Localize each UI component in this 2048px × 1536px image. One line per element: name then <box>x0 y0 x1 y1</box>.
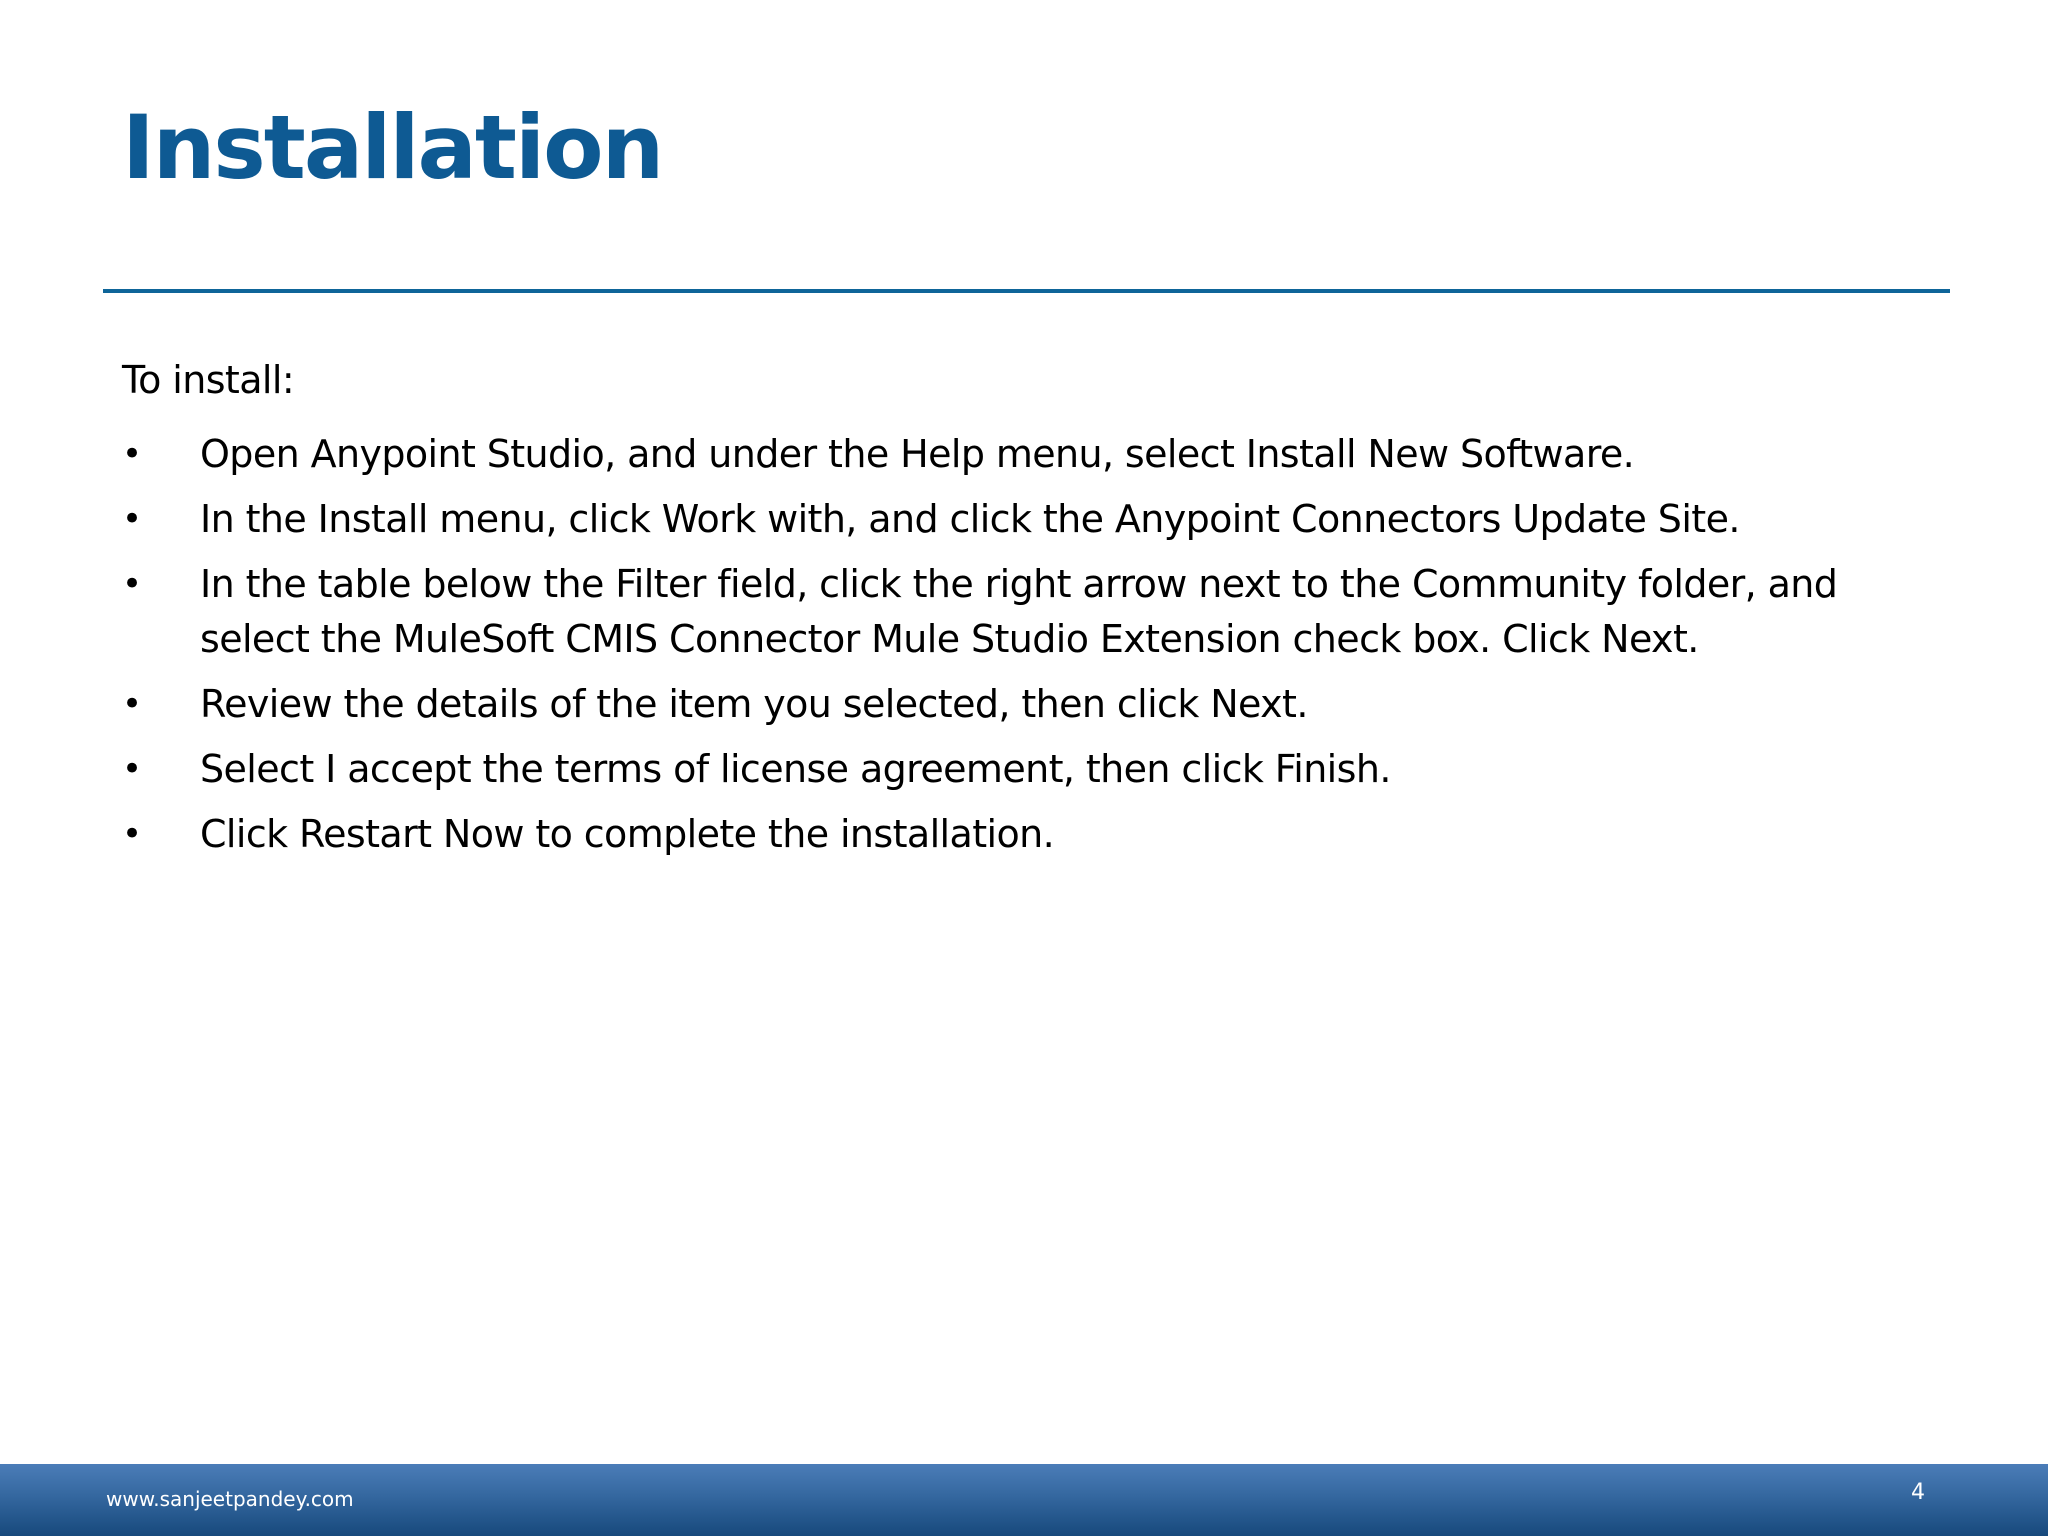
step-text: Select I accept the terms of license agreement, then click Finish. <box>200 747 1391 791</box>
slide-title: Installation <box>122 96 663 199</box>
steps-list <box>122 427 1922 862</box>
list-item <box>122 427 1922 482</box>
step-text: Open Anypoint Studio, and under the Help menu, select Install New Software. <box>200 432 1635 476</box>
page-number: 4 <box>1911 1480 1925 1505</box>
title-divider <box>103 289 1950 293</box>
bullet-icon: • <box>122 684 142 724</box>
bullet-icon: • <box>122 564 142 604</box>
bullet-icon: • <box>122 434 142 474</box>
step-text: In the Install menu, click Work with, and click the Anypoint Connectors Update Site. <box>200 497 1740 541</box>
slide-body <box>122 352 1922 872</box>
step-text: Click Restart Now to complete the installation. <box>200 812 1055 856</box>
list-item <box>122 807 1922 862</box>
bullet-icon: • <box>122 749 142 789</box>
list-item <box>122 677 1922 732</box>
step-text: Review the details of the item you selected, then click Next. <box>200 682 1308 726</box>
intro-text: To install: <box>122 358 295 402</box>
list-item <box>122 557 1922 667</box>
footer-bar <box>0 1464 2048 1536</box>
step-text: In the table below the Filter field, click the right arrow next to the Community folder, and select the MuleSoft CMIS Connector Mule Studio Extension check box. Click Next. <box>200 562 1838 661</box>
bullet-icon: • <box>122 499 142 539</box>
list-item <box>122 492 1922 547</box>
footer-url: www.sanjeetpandey.com <box>106 1487 354 1511</box>
bullet-icon: • <box>122 814 142 854</box>
list-item <box>122 742 1922 797</box>
